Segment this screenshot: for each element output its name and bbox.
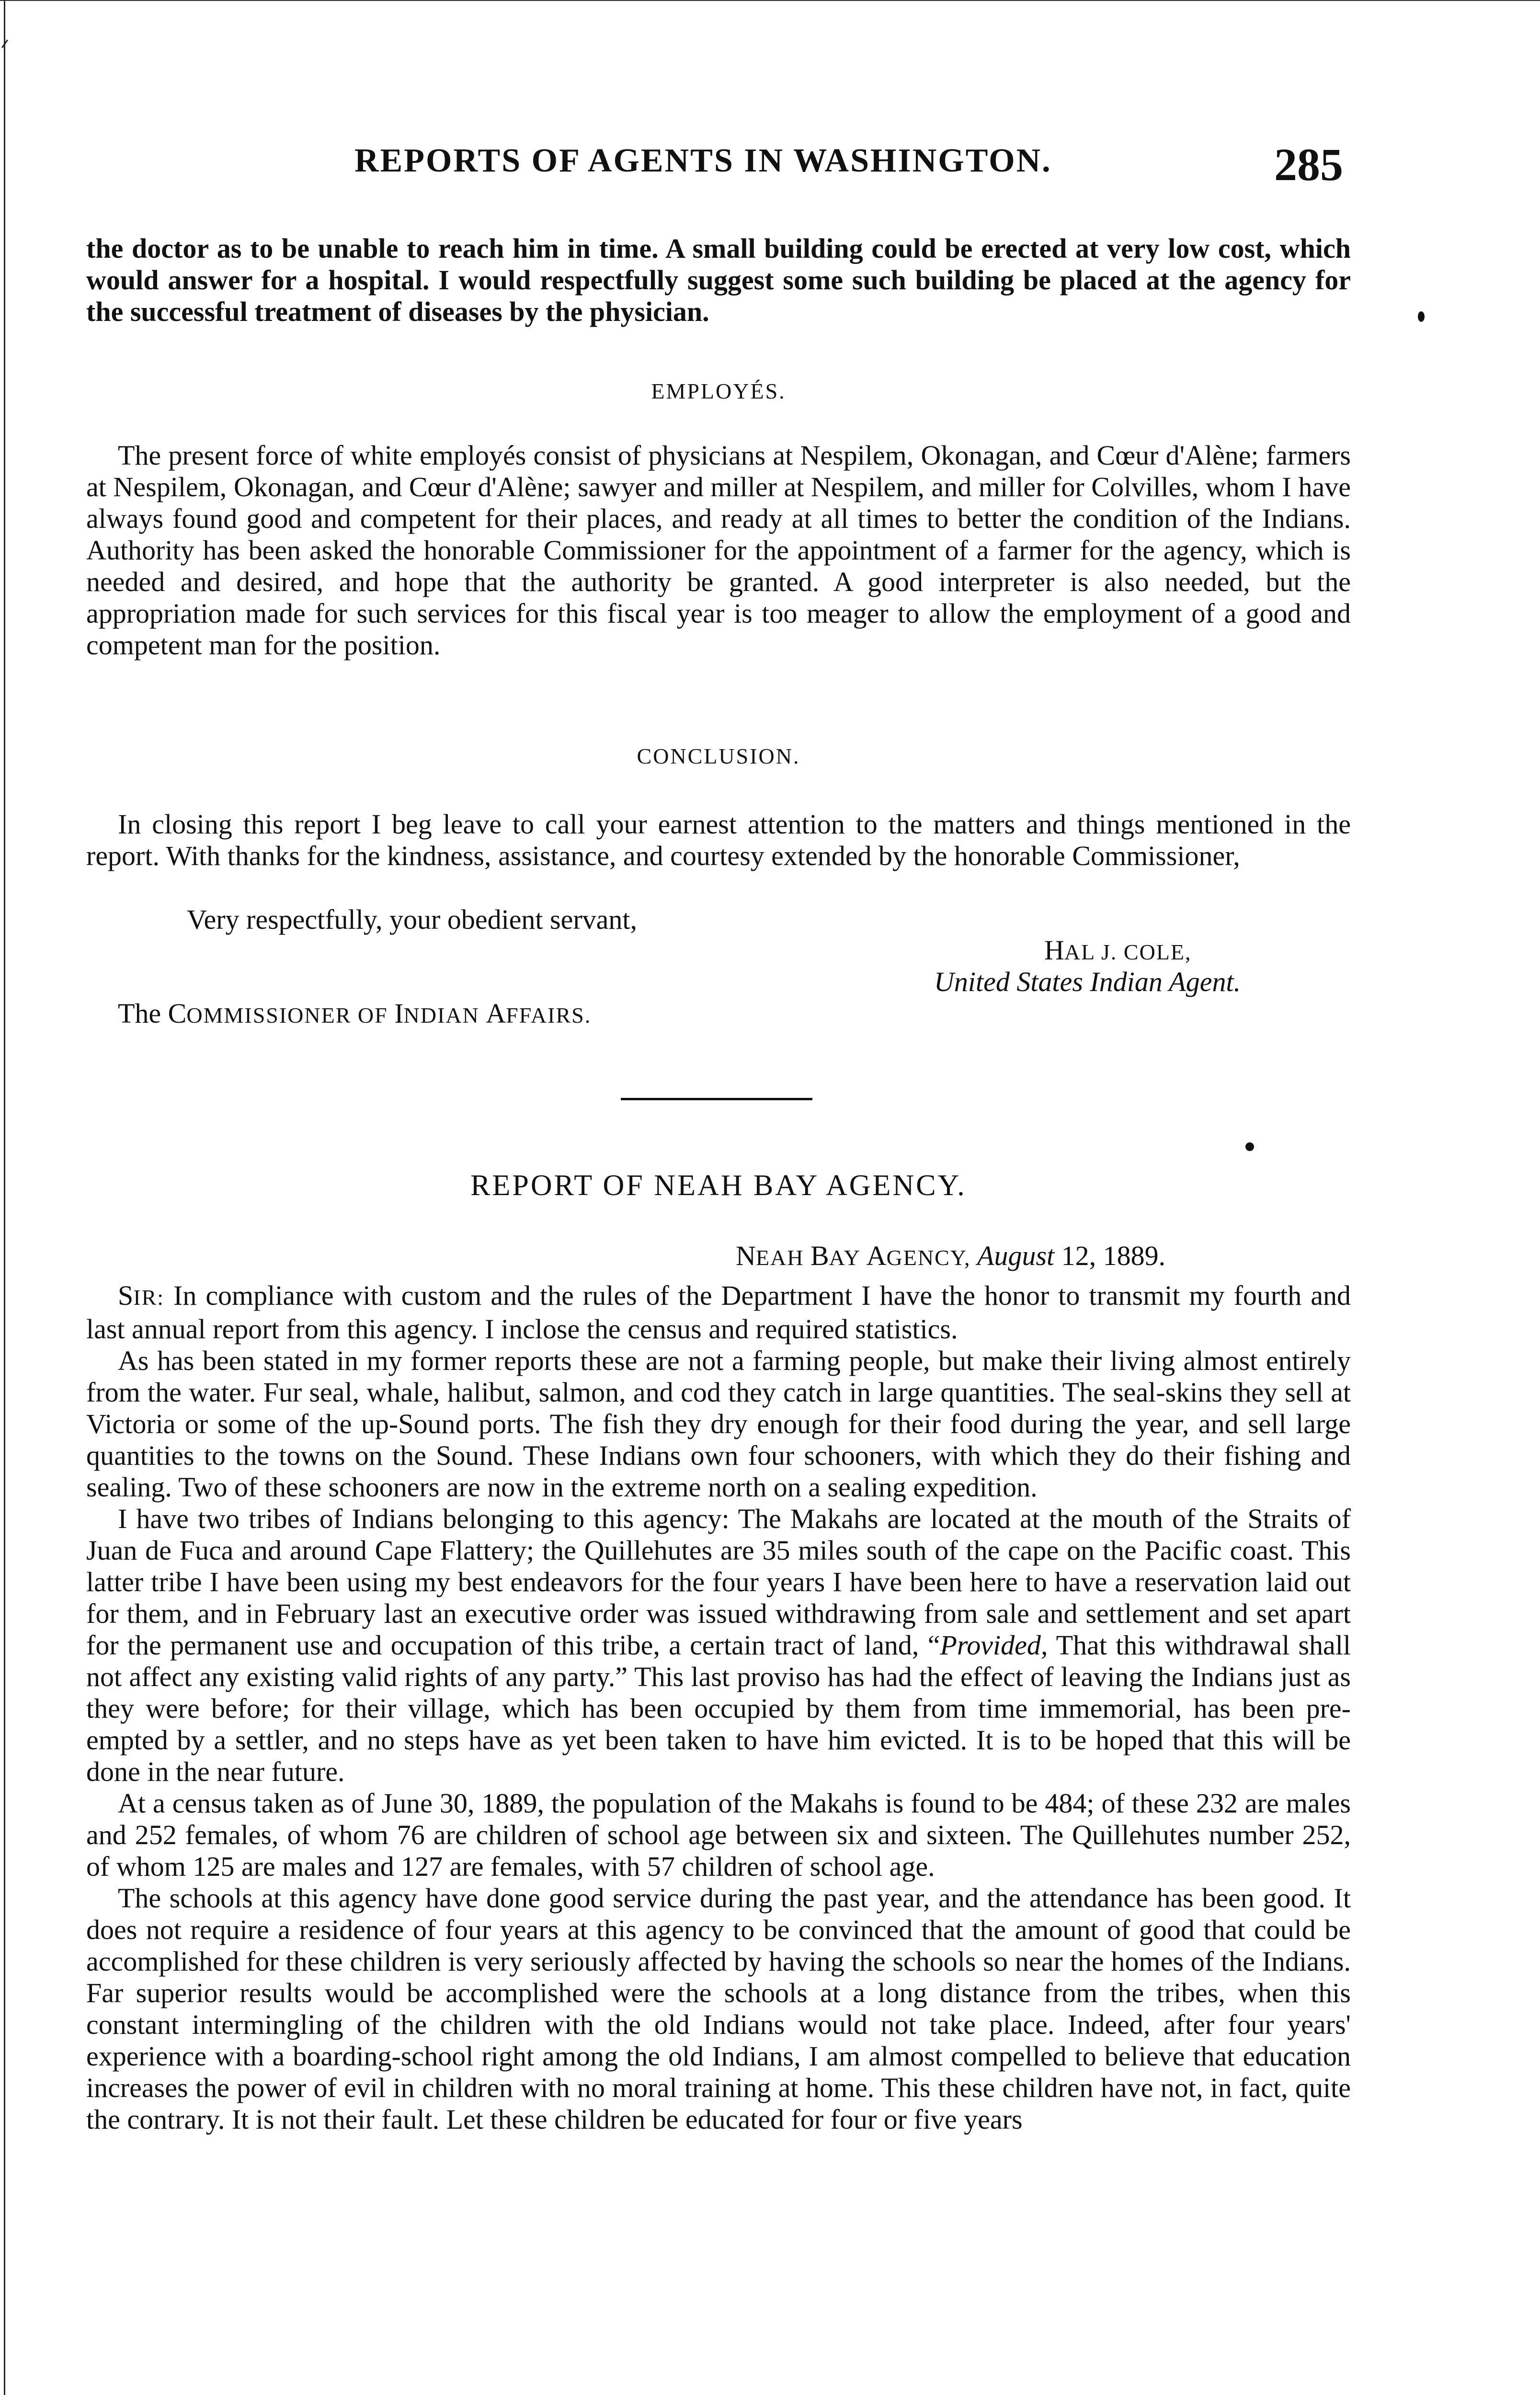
signature-rest: AL J. COLE,: [1064, 940, 1192, 964]
paragraph-3: [86, 1503, 1351, 1788]
addressee-ndian: NDIAN: [403, 1003, 486, 1027]
salutation-s: S: [118, 1280, 134, 1311]
salutation-ir: IR:: [133, 1285, 165, 1310]
paragraph-1-text: In compliance with custom and the rules of the Department I have the honor to transmit my fourth and last annual report from this agency. I inclose the census and required statistics.: [86, 1280, 1351, 1345]
continuation-text: the doctor as to be unable to reach him in time. A small building could be erected at very low cost, which would answer for a hospital. I would respectfully suggest some such building be placed at the agency for the successful treatment of diseases by the physician.: [86, 233, 1351, 327]
paragraph-2: As has been stated in my former reports these are not a farming people, but make their living almost entirely from the water. Fur seal, whale, halibut, salmon, and cod they catch in large quantities. The seal-skins they sell at Victoria or some of the up-Sound ports. The fish they dry enough for their food during the year, and sell large quantities to the towns on the Sound. These Indians own four schooners, with which they do their fishing and sealing. Two of these schooners are now in the extreme north on a sealing expedition.: [86, 1345, 1351, 1503]
closing-line: Very respectfully, your obedient servant,: [187, 904, 638, 935]
signature-title: United States Indian Agent.: [934, 966, 1241, 997]
addressee: [118, 997, 591, 1029]
page-number: 285: [1274, 139, 1343, 190]
conclusion-section: [86, 809, 1351, 872]
paragraph-5: The schools at this agency have done good service during the past year, and the attendance has been good. It does not require a residence of four years at this agency to be convinced that the amount of good that could be accomplished for these children is very seriously affected by having the schools so near the homes of the Indians. Far superior results would be accomplished were the schools at a long distance from the tribes, when this constant intermingling of the children with the old Indians would not take place. Indeed, after four years' experience with a boarding-school right among the old Indians, I am almost compelled to believe that education increases the power of evil in children with no moral training at home. This these children have not, in fact, quite the contrary. It is not their fault. Let these children be educated for four or five years: [86, 1882, 1351, 2135]
section-divider: [621, 1098, 812, 1100]
scan-border-top: [0, 0, 1540, 1]
dateline: [736, 1240, 1165, 1272]
conclusion-heading: CONCLUSION.: [637, 744, 800, 768]
signature-name: [1044, 934, 1192, 966]
running-head: REPORTS OF AGENTS IN WASHINGTON.: [354, 142, 1052, 179]
dateline-b: B: [810, 1240, 829, 1271]
report-title: REPORT OF NEAH BAY AGENCY.: [470, 1169, 967, 1202]
ink-speck: [1245, 1142, 1254, 1151]
employes-section: [86, 440, 1351, 661]
dateline-eah: EAH: [755, 1245, 810, 1270]
paragraph-4: At a census taken as of June 30, 1889, the population of the Makahs is found to be 484; of these 232 are males and 252 females, of whom 76 are children of school age between six and sixteen. The Quillehutes number 252, of whom 125 are males and 127 are females, with 57 children of school age.: [86, 1788, 1351, 1882]
addressee-the: The: [118, 998, 168, 1029]
dateline-month: August: [977, 1240, 1055, 1271]
signature-initial: H: [1044, 935, 1064, 966]
paragraph-3-provided: Provided,: [940, 1630, 1048, 1661]
addressee-ommissioner: OMMISSIONER OF: [186, 1003, 395, 1027]
margin-mark: [1418, 311, 1425, 322]
paragraph-3-b: That this withdrawal shall not affect any existing valid rights of any party.” This last proviso has had the effect of leaving the Indians just as they were before; for their village, which has been occupied by them from time immemorial, has been pre-empted by a settler, and no steps have as yet been taken to have him evicted. It is to be hoped that this will be done in the near future.: [86, 1630, 1351, 1787]
addressee-ffairs: FFAIRS.: [506, 1003, 592, 1027]
dateline-rest: 12, 1889.: [1054, 1240, 1166, 1271]
paragraph-3-a: I have two tribes of Indians belonging to this agency: The Makahs are located at the mouth of the Straits of Juan de Fuca and around Cape Flattery; the Quillehutes are 35 miles south of the cape on the Pacific coast. This latter tribe I have been using my best endeavors for the four years I have been here to have a reservation laid out for them, and in February last an executive order was issued withdrawing from sale and settlement and set apart for the permanent use and occupation of this tribe, a certain tract of land, “: [86, 1503, 1351, 1661]
scan-border-left: [4, 0, 5, 2395]
paragraph-salutation: [86, 1280, 1351, 1345]
dateline-gency: GENCY,: [886, 1245, 978, 1270]
employes-heading: EMPLOYÉS.: [651, 379, 786, 403]
dateline-n: N: [736, 1240, 756, 1271]
addressee-a: A: [486, 998, 506, 1029]
employes-paragraph: The present force of white employés consist of physicians at Nespilem, Okonagan, and Cœur d'Alène; farmers at Nespilem, Okonagan, and Cœur d'Alène; sawyer and miller at Nespilem, and miller for Colvilles, whom I have always found good and competent for their places, and ready at all times to better the condition of the Indians. Authority has been asked the honorable Commissioner for the appointment of a farmer for the agency, which is needed and desired, and hope that the authority be granted. A good interpreter is also needed, but the appropriation made for such services for this fiscal year is too meager to allow the employment of a good and competent man for the position.: [86, 440, 1351, 661]
addressee-c: C: [168, 998, 187, 1029]
neah-bay-body: [86, 1280, 1351, 2135]
continuation-paragraph: [86, 233, 1351, 328]
dateline-ay: AY: [829, 1245, 867, 1270]
conclusion-paragraph: In closing this report I beg leave to call your earnest attention to the matters and things mentioned in the report. With thanks for the kindness, assistance, and courtesy extended by the honorable Commissioner,: [86, 809, 1351, 871]
dateline-a: A: [866, 1240, 887, 1271]
addressee-i: I: [394, 998, 404, 1029]
